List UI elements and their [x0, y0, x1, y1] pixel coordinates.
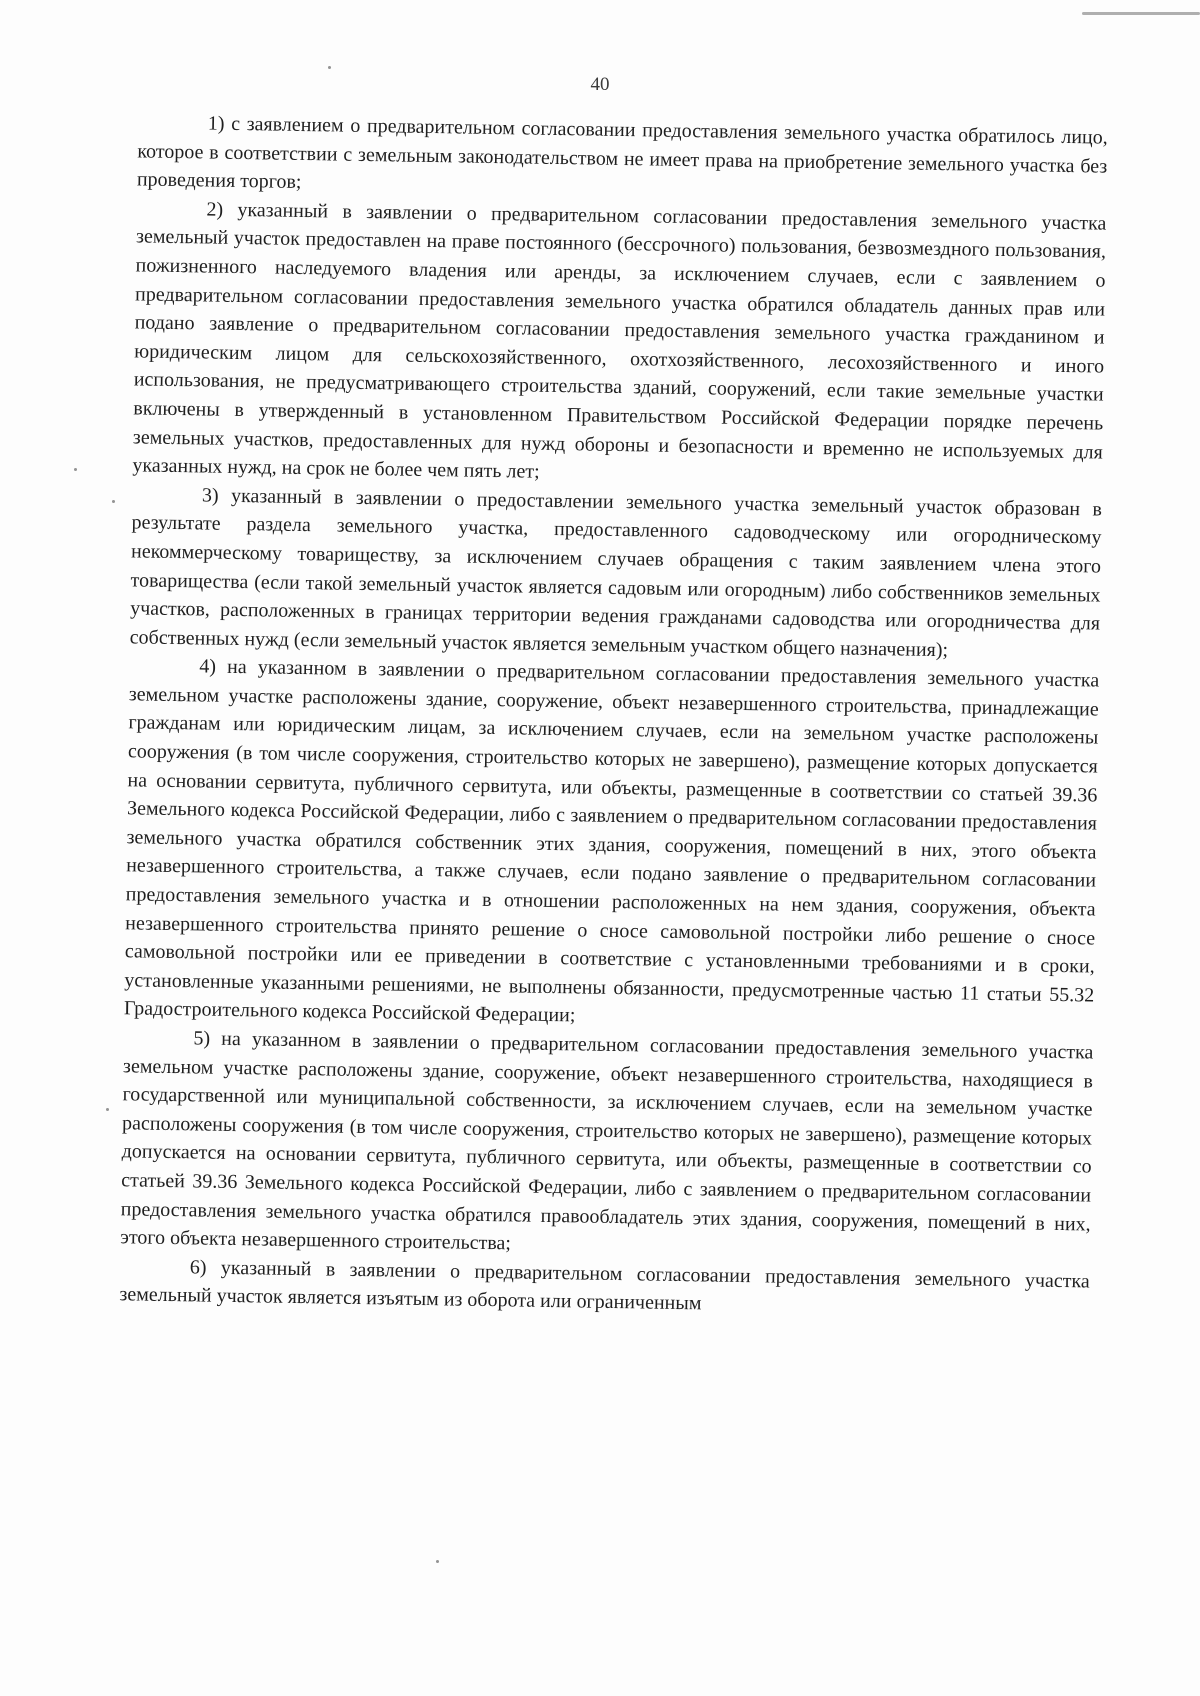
scan-speck	[112, 500, 115, 503]
scan-edge-mark	[1082, 12, 1200, 15]
scan-speck	[328, 66, 331, 69]
paragraph-item-6: 6) указанный в заявлении о предварительном согласовании предоставления земельного участка земельный участок является изъятым из оборота или ограниченным	[119, 1256, 1090, 1315]
paragraph-item-1: 1) с заявлением о предварительном согласовании предоставления земельного участка обратилось лицо, которое в соответствии с земельным законодательством не имеет права на приобретение земельного участка без проведения торгов;	[136, 112, 1108, 194]
paragraph-item-5: 5) на указанном в заявлении о предварительном согласовании предоставления земельного участка земельном участке расположены здание, сооружение, объект незавершенного строительства, находящиеся в государственной или муниципальной собственности, за исключением случаев, если на земельном участке расположены сооружения (в том числе сооружения, строительство которых не завершено), размещение которых допускается на основании сервитута, публичного сервитута, или объекты, размещенные в соответствии со статьей 39.36 Земельного кодекса Российской Федерации, либо с заявлением о предварительном согласовании предоставления земельного участка обратился правообладатель этих здания, сооружения, помещений в них, этого объекта незавершенного строительства;	[120, 1027, 1094, 1255]
scan-speck	[436, 1560, 439, 1563]
scan-speck	[106, 1108, 109, 1111]
document-body	[119, 108, 1108, 1324]
scan-speck	[74, 468, 77, 471]
paragraph-item-4: 4) на указанном в заявлении о предварительном согласовании предоставления земельного участка земельном участке расположены здание, сооружение, объект незавершенного строительства, принадлежащие гражданам или юридическим лицам, за исключением случаев, если на земельном участке расположены сооружения (в том числе сооружения, строительство которых не завершено), размещение которых допускается на основании сервитута, публичного сервитута, или объекты, размещенные в соответствии со статьей 39.36 Земельного кодекса Российской Федерации, либо с заявлением о предварительном согласовании предоставления земельного участка обратился собственник этих здания, сооружения, помещений в них, этого объекта незавершенного строительства, а также случаев, если подано заявление о предварительном согласовании предоставления земельного участка и в отношении расположенных на нем здания, сооружения, объекта незавершенного строительства принято решение о сносе самовольной постройки либо решение о сносе самовольной постройки или ее приведении в соответствие с установленными требованиями и в сроки, установленные указанными решениями, не выполнены обязанности, предусмотренные частью 11 статьи 55.32 Градостроительного кодекса Российской Федерации;	[123, 655, 1100, 1027]
paragraph-item-3: 3) указанный в заявлении о предоставлении земельного участка земельный участок образован в результате раздела земельного участка, предоставленного садоводческому или огородническому некоммерческому товариществу, за исключением случаев обращения с таким заявлением члена этого товарищества (если такой земельный участок является садовым или огородным) либо собственников земельных участков, расположенных в границах территории ведения гражданами садоводства или огородничества для собственных нужд (если земельный участок является земельным участком общего назначения);	[129, 484, 1103, 661]
page-number: 40	[590, 74, 610, 95]
paragraph-item-2: 2) указанный в заявлении о предварительном согласовании предоставления земельного участка земельный участок предоставлен на праве постоянного (бессрочного) пользования, безвозмездного пользования, пожизненного наследуемого владения или аренды, за исключением случаев, если с заявлением о предварительном согласовании предоставления земельного участка обратился обладатель данных прав или подано заявление о предварительном согласовании предоставления земельного участка гражданином и юридическим лицом для сельскохозяйственного, охотхозяйственного, лесохозяйственного и иного использования, не предусматривающего строительства зданий, сооружений, если такие земельные участки включены в утвержденный в установленном Правительством Российской Федерации порядке перечень земельных участков, предоставленных для нужд обороны и безопасности и временно не используемых для указанных нужд, на срок не более чем пять лет;	[132, 198, 1107, 483]
